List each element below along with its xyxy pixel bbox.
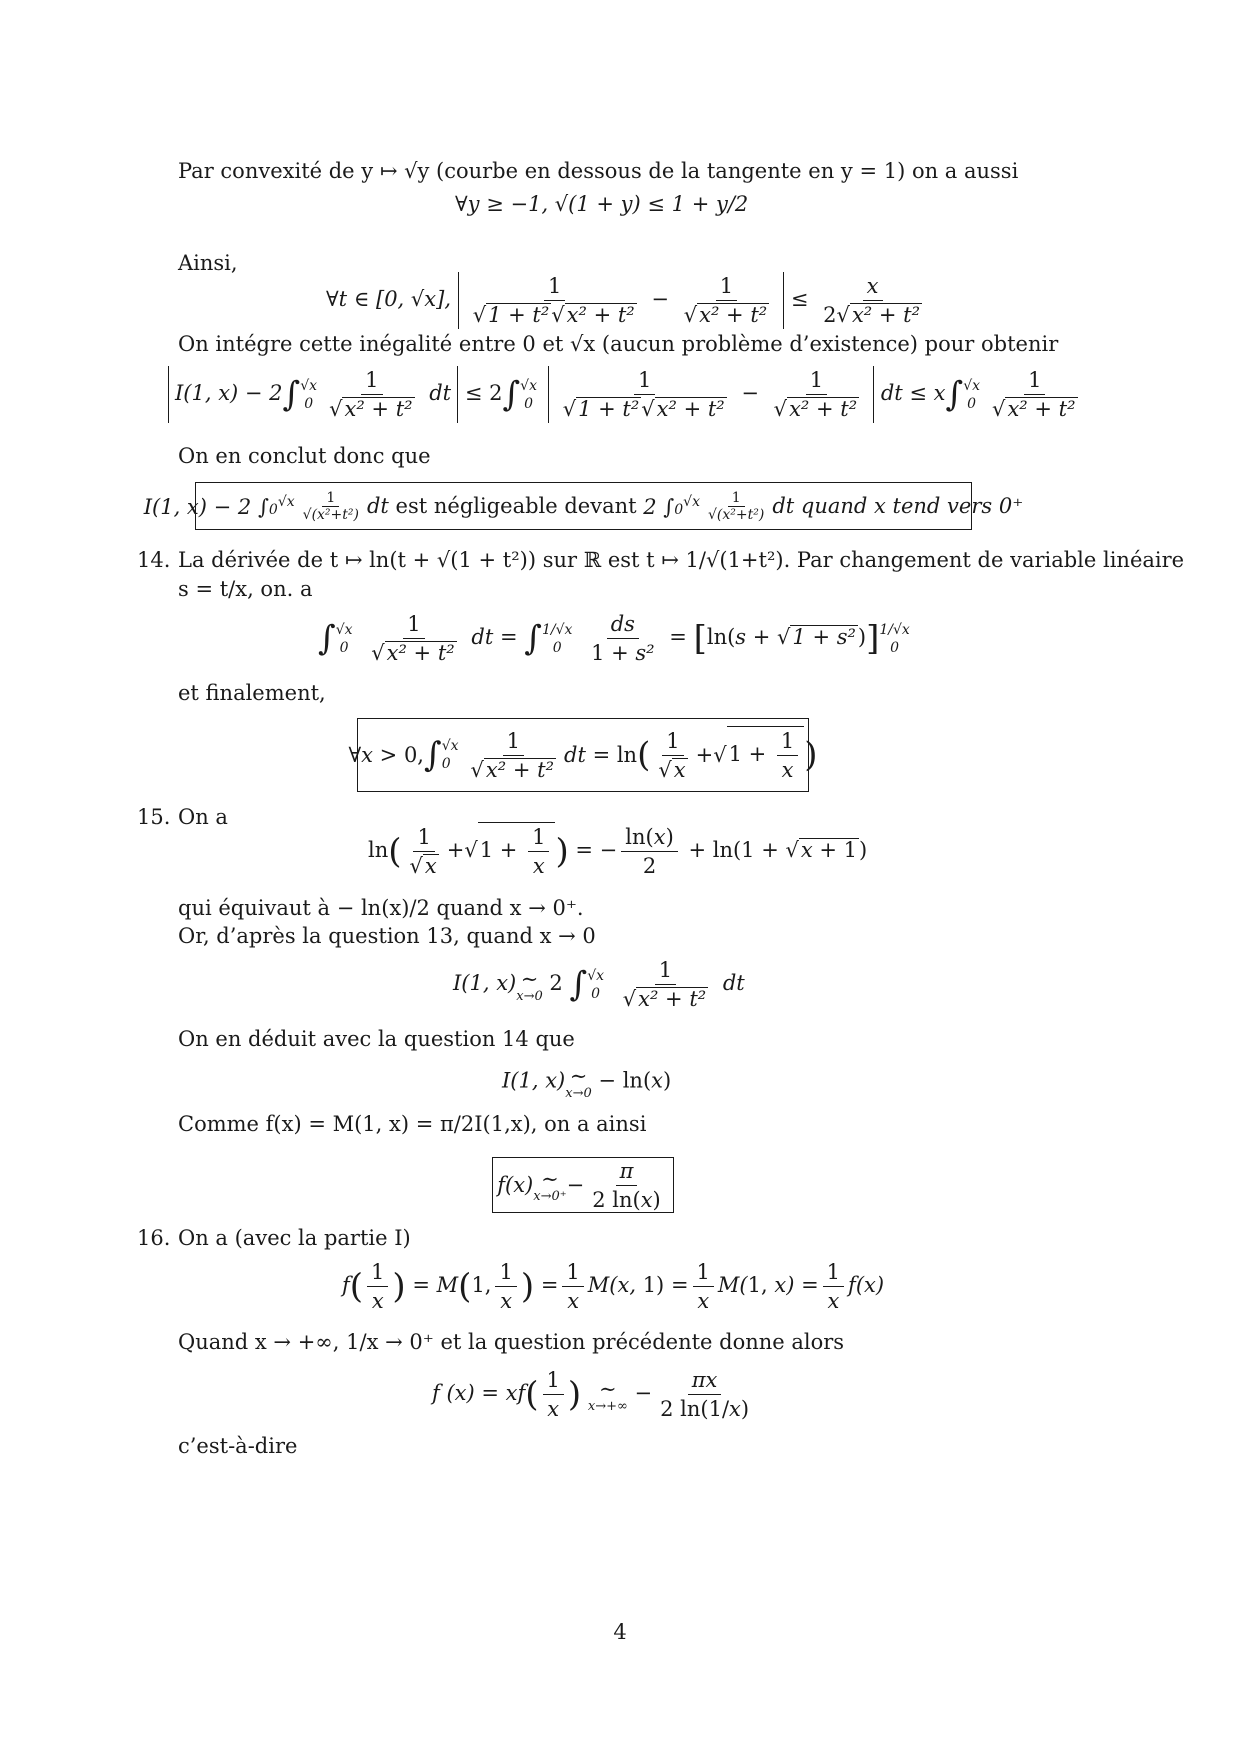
- equation-f-symmetry: f( $\frac{1}{x}$ ) = M(1, $\frac{1}{x}$ ) = $\frac{1}{x}$ M(x, 1) = $\frac{1}{x}$ M(1, x) = $\frac{1}{x}$ f(x): [342, 1260, 885, 1313]
- paragraph-et-finalement: et finalement,: [178, 681, 326, 705]
- equation-integral-bound: I(1, x) − 2∫ √x 0 $\frac{1}{\text{√x² + t²}}$ dt ≤ 2∫ √x 0 $\frac{1}{\text{√1 + t²√x² + t²}}$ − $\frac{1}{\text{√x² + t²}}$ dt ≤ x∫ √x 0 $\frac{1}{\text{√x² + t²}}$: [168, 366, 1086, 423]
- eq2-abs: $\frac{1}{\text{√1 + t²√x² + t²}}$ − $\frac{1}{\text{√x² + t²}}$: [458, 272, 784, 329]
- result-box-negligible: I(1, x) − 2 $\int 0^{√x}$ $\frac{1}{\text{√(x²+t²)}}$ dt est négligeable devant 2 $\int 0^{√x}$ $\frac{1}{\text{√(x²+t²)}}$ dt quand x tend vers 0⁺: [195, 482, 972, 530]
- result-box-f-equivalent: f(x) ∼ x→0⁺ − $\frac{\pi}{2 \ln(x)}$: [492, 1157, 674, 1213]
- q15-para3: On en déduit avec la question 14 que: [178, 1027, 575, 1051]
- question-number-16: 16.: [137, 1226, 171, 1250]
- page-number: 4: [613, 1620, 627, 1644]
- equation-change-of-variable: ∫ √x 0 $\frac{1}{\text{√x² + t²}}$ dt = ∫ 1/√x 0 $\frac{ds}{\text{1 + s²}}$ = [ln(s + √1 + s²)] 1/√x 0: [318, 612, 910, 665]
- equation-sqrt-bound: ∀y ≥ −1, √(1 + y) ≤ 1 + y/2: [455, 192, 749, 216]
- q15-para2: Or, d’après la question 13, quand x → 0: [178, 924, 596, 948]
- equation-equivalent-ln: I(1, x) ∼ x→0 − ln(x): [502, 1064, 672, 1101]
- paragraph-ainsi: Ainsi,: [178, 251, 238, 275]
- equation-equivalent-integral: I(1, x) ∼ x→0 2 ∫ √x 0 $\frac{1}{\text{√x² + t²}}$ dt: [453, 958, 745, 1011]
- paragraph-convexite: Par convexité de y ↦ √y (courbe en dessous de la tangente en y = 1) on a aussi: [178, 159, 1019, 183]
- q16-para1: Quand x → +∞, 1/x → 0⁺ et la question précédente donne alors: [178, 1330, 845, 1354]
- q14-line2: s = t/x, on. a: [178, 577, 313, 601]
- q16-intro: On a (avec la partie I): [178, 1226, 411, 1250]
- question-number-15: 15.: [137, 805, 171, 829]
- paragraph-conclusion: On en conclut donc que: [178, 444, 431, 468]
- q15-para4: Comme f(x) = M(1, x) = π/2I(1,x), on a ainsi: [178, 1112, 647, 1136]
- q15-para1: qui équivaut à − ln(x)/2 quand x → 0⁺.: [178, 896, 584, 920]
- q14-line1: La dérivée de t ↦ ln(t + √(1 + t²)) sur ℝ est t ↦ 1/√(1+t²). Par changement de variable linéaire: [178, 548, 1185, 572]
- question-number-14: 14.: [137, 548, 171, 572]
- equation-ln-expansion: ln( $\frac{1}{√x}$ +√1 + $\frac{1}{x}$ ) = − $\frac{\ln(x)}{2}$ + ln(1 + √x + 1): [368, 822, 867, 880]
- equation-f-infinity: f (x) = xf( $\frac{1}{x}$ ) ∼ x→+∞ − $\frac{\pi x}{2 \ln(1/x)}$: [432, 1368, 750, 1421]
- q16-para2: c’est-à-dire: [178, 1434, 298, 1458]
- eq2-quantifier: ∀t ∈ [0, √x],: [326, 287, 452, 311]
- result-box-integral-ln: ∀x > 0, ∫ √x 0 $\frac{1}{\text{√x² + t²}}$ dt = ln ( $\frac{1}{√x}$ + √ 1 + $\frac{1}{x}$ ): [357, 718, 809, 792]
- q15-intro: On a: [178, 805, 228, 829]
- paragraph-integration: On intégre cette inégalité entre 0 et √x (aucun problème d’existence) pour obtenir: [178, 332, 1059, 356]
- equation-difference-bound: ∀t ∈ [0, √x], $\frac{1}{\text{√1 + t²√x² + t²}}$ − $\frac{1}{\text{√x² + t²}}$ ≤ $\frac{x}{\text{2√x² + t²}}$: [326, 274, 921, 327]
